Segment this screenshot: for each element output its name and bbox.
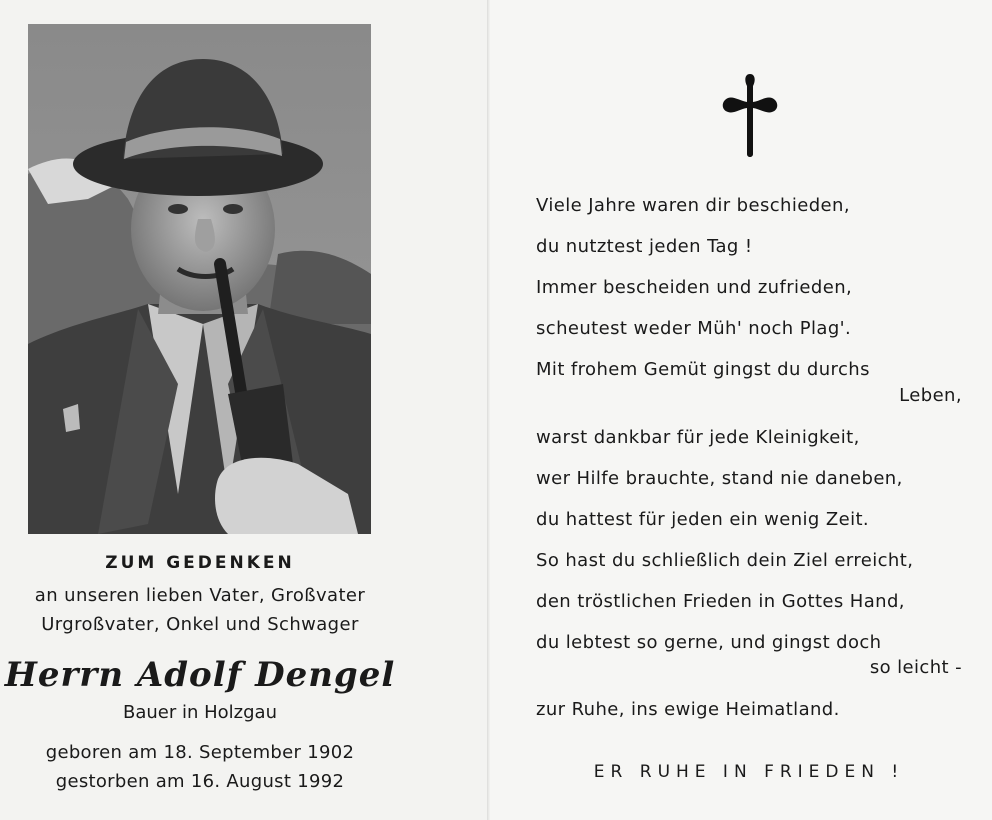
poem-line: Immer bescheiden und zufrieden, (536, 277, 853, 298)
poem-line: wer Hilfe brauchte, stand nie daneben, (536, 468, 903, 489)
poem-line: Viele Jahre waren dir beschieden, (536, 195, 850, 216)
poem-line-continuation: Leben, (899, 385, 962, 406)
death-date: gestorben am 16. August 1992 (55, 771, 345, 792)
poem-line-continuation: so leicht - (869, 657, 962, 678)
poem-line: du lebtest so gerne, und gingst doch (536, 632, 882, 653)
heading: ZUM GEDENKEN (105, 553, 295, 573)
birth-date: geboren am 18. September 1902 (45, 742, 355, 763)
deceased-name: Herrn Adolf Dengel (4, 655, 396, 695)
poem-line: zur Ruhe, ins ewige Heimatland. (536, 699, 840, 720)
poem-line: du nutztest jeden Tag ! (536, 236, 753, 257)
poem-line: du hattest für jeden ein wenig Zeit. (536, 509, 870, 530)
closing-line: ER RUHE IN FRIEDEN ! (593, 762, 905, 782)
poem-line: Mit frohem Gemüt gingst du durchs (536, 359, 870, 380)
card-fold (487, 0, 490, 820)
relation-line-2: Urgroßvater, Onkel und Schwager (41, 614, 359, 635)
portrait-photo (28, 24, 371, 534)
poem-line: warst dankbar für jede Kleinigkeit, (536, 427, 860, 448)
cross-icon (722, 74, 778, 160)
relation-line-1: an unseren lieben Vater, Großvater (34, 585, 366, 606)
poem-line: So hast du schließlich dein Ziel erreicht, (536, 550, 914, 571)
occupation: Bauer in Holzgau (123, 702, 277, 723)
poem-line: den tröstlichen Frieden in Gottes Hand, (536, 591, 905, 612)
poem-line: scheutest weder Müh' noch Plag'. (536, 318, 852, 339)
